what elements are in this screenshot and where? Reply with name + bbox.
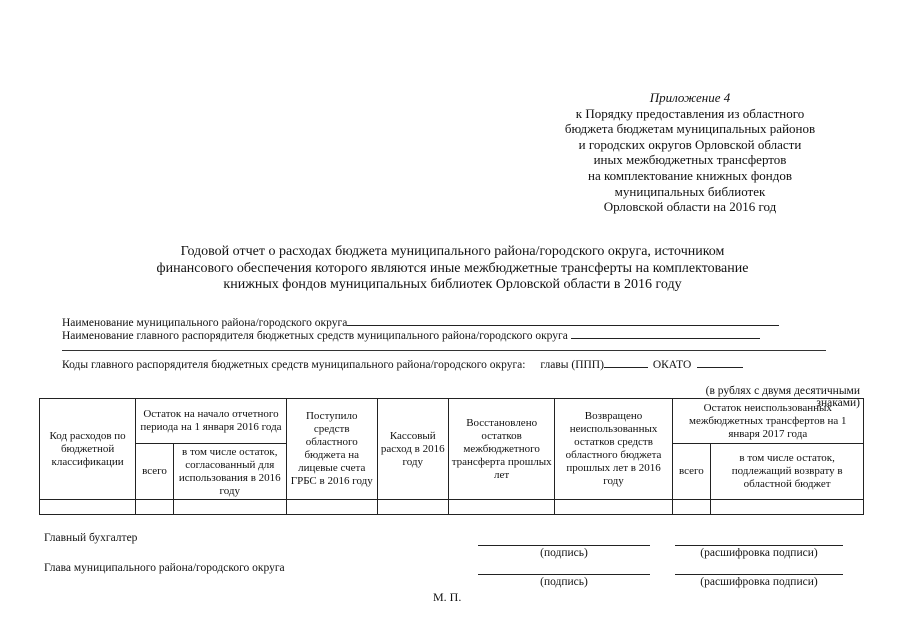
seal-mark: М. П. xyxy=(433,590,462,604)
codes-label: Коды главного распорядителя бюджетных средств муниципального района/городского округа: xyxy=(62,359,526,371)
table-header-row xyxy=(40,399,864,444)
appendix-line: бюджета бюджетам муниципальных районов xyxy=(564,121,816,137)
report-title xyxy=(60,244,845,294)
signature-caption: (подпись) xyxy=(540,576,588,588)
header-code: Код расходов по бюджетной классификации xyxy=(40,399,136,500)
table-cell[interactable] xyxy=(555,500,672,515)
municipality-label: Наименование муниципального района/городского округа xyxy=(62,317,348,329)
subheader-end-remaining: в том числе остаток, подлежащий возврату в областной бюджет xyxy=(711,444,864,500)
decoding-caption: (расшифровка подписи) xyxy=(700,547,818,559)
okato-label: ОКАТО xyxy=(652,359,692,371)
table-cell[interactable] xyxy=(40,500,136,515)
decoding-line[interactable] xyxy=(675,574,843,575)
appendix-line: Орловской области на 2016 год xyxy=(603,199,777,215)
decoding-caption: (расшифровка подписи) xyxy=(700,576,818,588)
appendix-line: иных межбюджетных трансфертов xyxy=(593,152,787,168)
main-manager-field xyxy=(62,326,760,342)
appendix-line: муниципальных библиотек xyxy=(614,183,766,199)
header-received: Поступило средств областного бюджета на лицевые счета ГРБС в 2016 году xyxy=(286,399,377,500)
header-returned: Возвращено неиспользованных остатков средств областного бюджета прошлых лет в 2016 году xyxy=(555,399,672,500)
appendix-block xyxy=(540,90,840,215)
table-cell[interactable] xyxy=(173,500,286,515)
table-row xyxy=(40,500,864,515)
report-title-line: финансового обеспечения которого являются иные межбюджетные трансферты на комплектование xyxy=(156,260,749,276)
header-cash-expense: Кассовый расход в 2016 году xyxy=(377,399,448,500)
head-label: Глава муниципального района/городского округа xyxy=(44,562,285,574)
table-cell[interactable] xyxy=(448,500,555,515)
codes-field xyxy=(62,355,743,371)
header-restored: Восстановлено остатков межбюджетного трансферта прошлых лет xyxy=(448,399,555,500)
table-cell[interactable] xyxy=(672,500,711,515)
header-balance-end: Остаток неиспользованных межбюджетных трансфертов на 1 января 2017 года xyxy=(672,399,863,444)
report-table xyxy=(39,398,864,515)
appendix-line: на комплектование книжных фондов xyxy=(588,167,792,183)
subheader-start-remaining: в том числе остаток, согласованный для использования в 2016 году xyxy=(173,444,286,500)
municipality-blank[interactable] xyxy=(347,313,779,326)
decoding-line[interactable] xyxy=(675,545,843,546)
signature-line[interactable] xyxy=(478,574,650,575)
chief-accountant-label: Главный бухгалтер xyxy=(44,532,138,544)
units-note: (в рублях с двумя десятичными знаками) xyxy=(705,385,860,409)
chapter-label: главы (ППП) xyxy=(540,359,604,371)
table-cell[interactable] xyxy=(711,500,864,515)
subheader-total-start: всего xyxy=(136,444,174,500)
signature-line[interactable] xyxy=(478,545,650,546)
appendix-heading: Приложение 4 xyxy=(649,90,731,105)
appendix-line: и городских округов Орловской области xyxy=(578,136,802,152)
subheader-total-end: всего xyxy=(672,444,711,500)
table-cell[interactable] xyxy=(377,500,448,515)
main-manager-label: Наименование главного распорядителя бюджетных средств муниципального района/городского округа xyxy=(62,330,568,342)
main-manager-blank[interactable] xyxy=(571,326,760,339)
table-cell[interactable] xyxy=(286,500,377,515)
separator-line xyxy=(62,350,826,351)
chapter-blank[interactable] xyxy=(604,355,648,368)
report-title-line: Годовой отчет о расходах бюджета муниципального района/городского округа, источником xyxy=(180,244,725,259)
appendix-line: к Порядку предоставления из областного xyxy=(575,105,805,121)
okato-blank[interactable] xyxy=(697,355,743,368)
table-cell[interactable] xyxy=(136,500,174,515)
signature-caption: (подпись) xyxy=(540,547,588,559)
header-balance-start: Остаток на начало отчетного периода на 1 января 2016 года xyxy=(136,399,287,444)
report-title-line: книжных фондов муниципальных библиотек Орловской области в 2016 году xyxy=(223,277,682,292)
